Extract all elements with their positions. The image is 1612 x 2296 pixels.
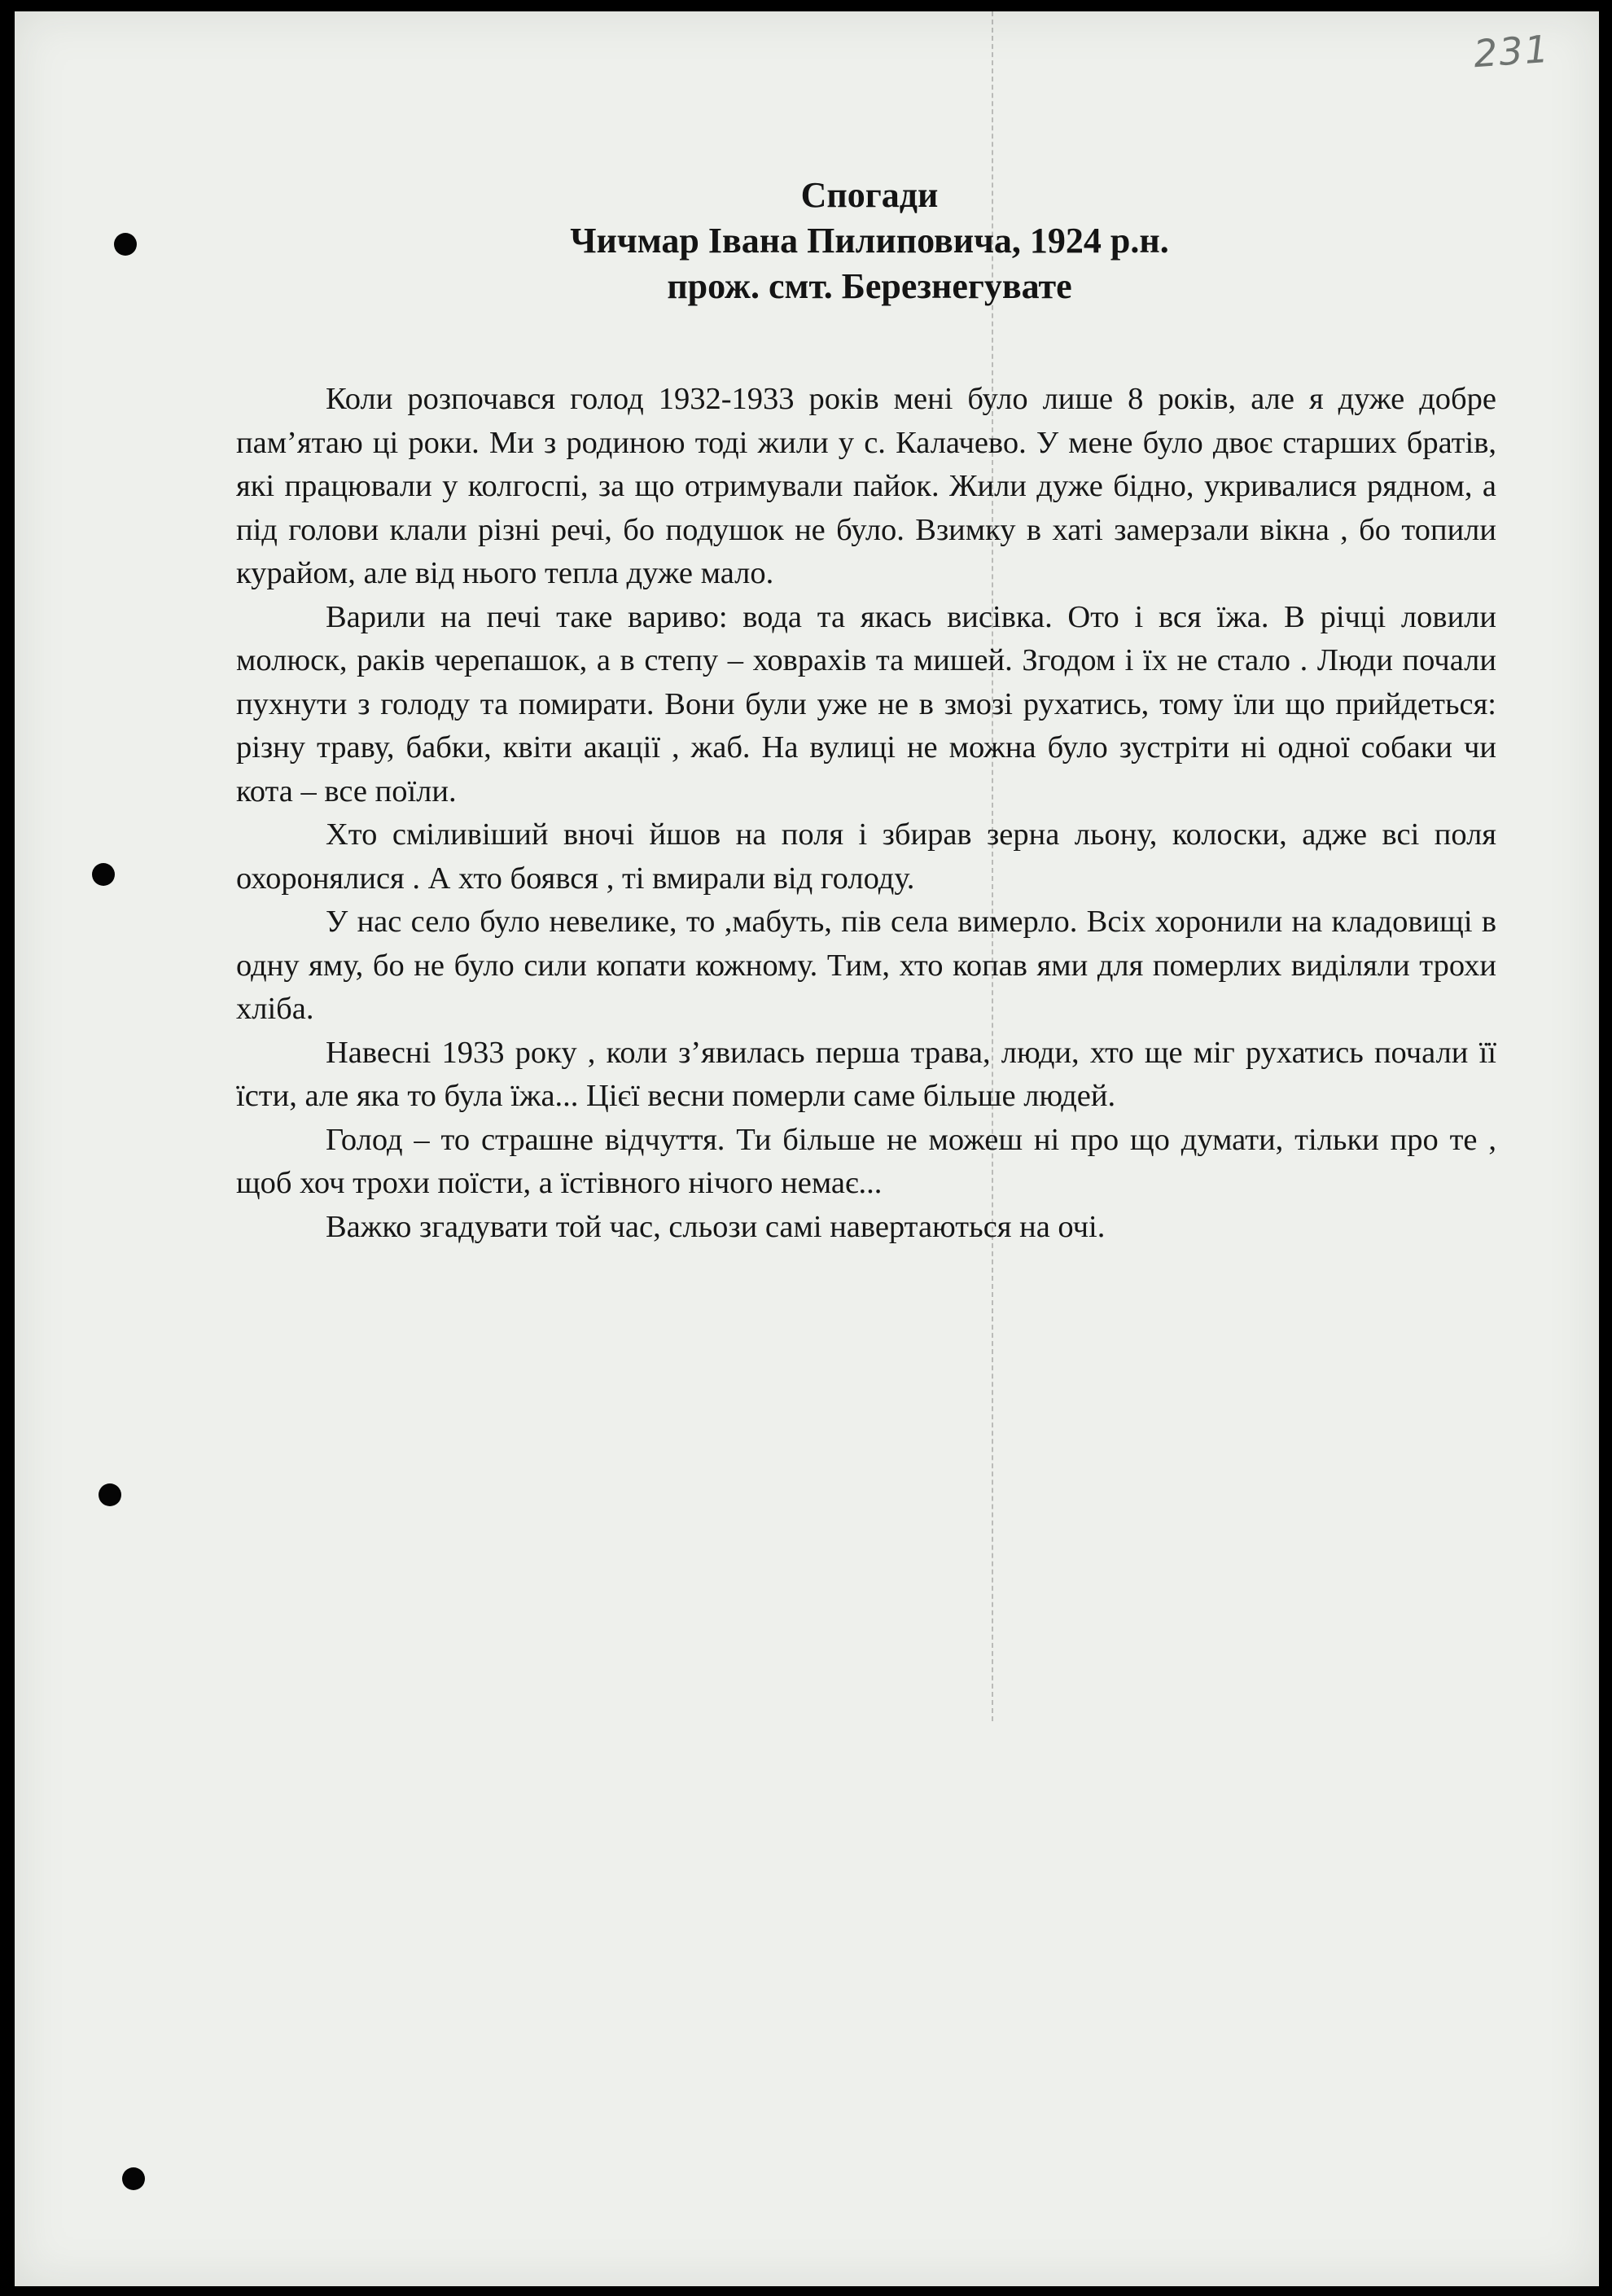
paragraph: Важко згадувати той час, сльози самі навертаються на очі. xyxy=(326,1209,1106,1244)
paragraph: У нас село було невелике, то ,мабуть, пів села вимерло. Всіх хоронили на кладовищі в одну яму, бо не було сили копати кожному. Тим, хто копав ями для померлих виділяли трохи хліба. xyxy=(236,905,1496,1026)
paragraph: Голод – то страшне відчуття. Ти більше не можеш ні про що думати, тільки про те , щоб хоч трохи поїсти, а їстівного нічого немає... xyxy=(236,1122,1496,1200)
document-header xyxy=(15,173,1599,309)
document-residence: прож. смт. Березнегувате xyxy=(667,266,1072,306)
binder-hole xyxy=(122,2167,145,2190)
document-body xyxy=(236,378,1496,1249)
document-title: Спогади xyxy=(800,175,939,215)
paragraph: Варили на печі таке вариво: вода та якась висівка. Ото і вся їжа. В річці ловили молюск, раків черепашок, а в степу – ховрахів та мишей. Згодом і їх не стало . Люди почали пухнути з голоду та помирати. Вони були уже не в змозі рухатись, тому їли що прийдеться: різну траву, бабки, квіти акації , жаб. На вулиці не можна було зустріти ні одної собаки чи кота – все поїли. xyxy=(236,599,1496,808)
document-subject: Чичмар Івана Пилиповича, 1924 р.н. xyxy=(570,221,1169,261)
document-page xyxy=(15,11,1599,2286)
binder-hole xyxy=(99,1483,121,1506)
paragraph: Коли розпочався голод 1932-1933 років мені було лише 8 років, але я дуже добре пам’ятаю ці роки. Ми з родиною тоді жили у с. Калачево. У мене було двоє старших братів, які працювали у колгоспі, за що отримували пайок. Жили дуже бідно, укривалися рядном, а під голови клали різні речі, бо подушок не було. Взимку в хаті замерзали вікна , бо топили курайом, але від нього тепла дуже мало. xyxy=(236,382,1496,590)
binder-hole xyxy=(92,863,115,886)
handwritten-page-number: 231 xyxy=(1472,26,1552,77)
paragraph: Хто сміливіший вночі йшов на поля і збирав зерна льону, колоски, адже всі поля охоронялися . А хто боявся , ті вмирали від голоду. xyxy=(236,817,1496,896)
paragraph: Навесні 1933 року , коли з’явилась перша трава, люди, хто ще міг рухатись почали її їсти, але яка то була їжа... Цієї весни померли саме більше людей. xyxy=(236,1035,1496,1113)
